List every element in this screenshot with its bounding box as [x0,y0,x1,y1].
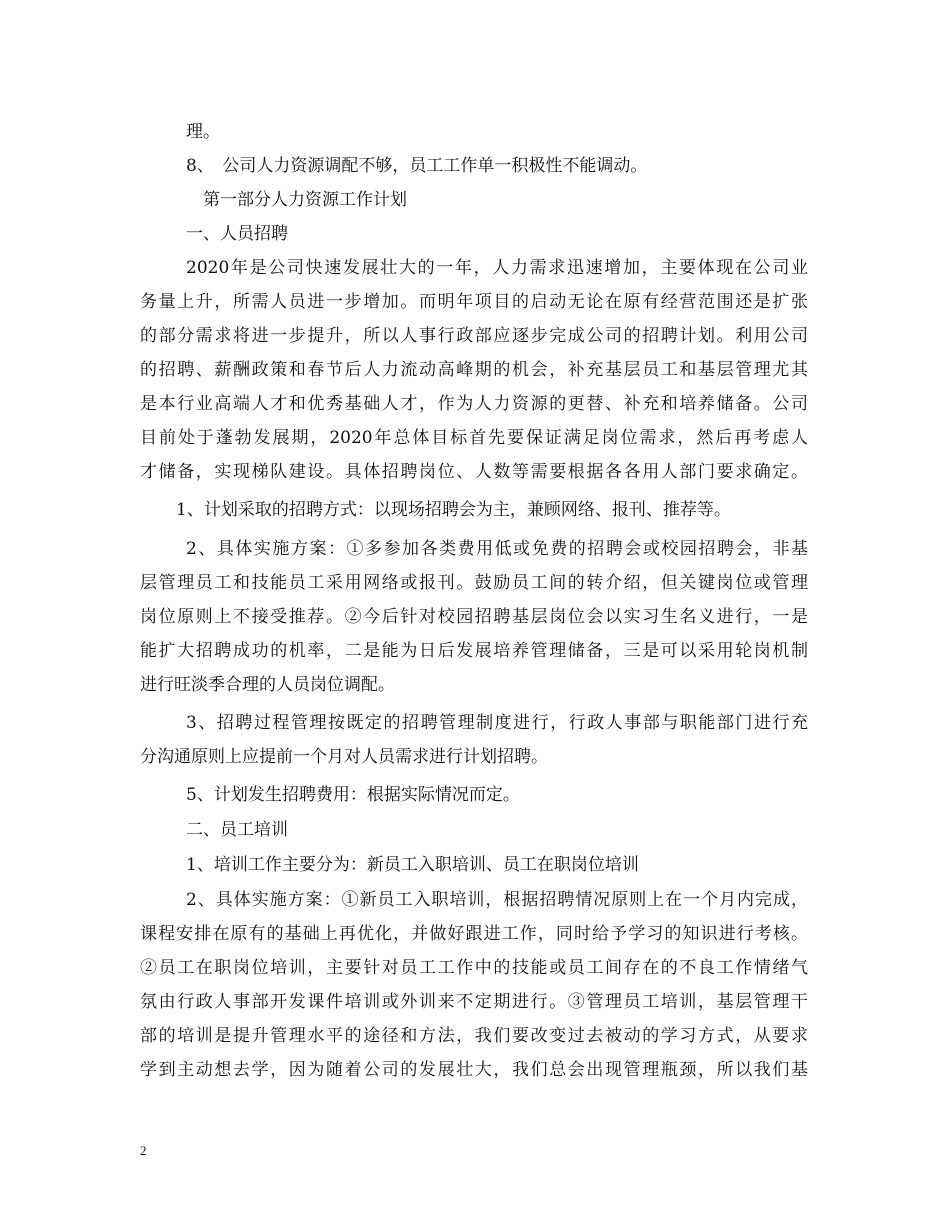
text-line: 一、人员招聘 [186,224,288,244]
text-line: 1、计划采取的招聘方式：以现场招聘会为主，兼顾网络、报刊、推荐等。 [176,500,731,520]
text-line: 5、计划发生招聘费用：根据实际情况而定。 [186,785,520,805]
page-number: 2 [140,1143,147,1158]
text-line: 2020年是公司快速发展壮大的一年，人力需求迅速增加，主要体现在公司业 [186,258,808,278]
text-line: 1、培训工作主要分为：新员工入职培训、员工在职岗位培训 [186,855,639,875]
text-line: 理。 [186,122,220,142]
text-line: 氛由行政人事部开发课件培训或外训来不定期进行。③管理员工培训，基层管理干 [140,992,808,1012]
text-line: 学到主动想去学，因为随着公司的发展壮大，我们总会出现管理瓶颈，所以我们基 [140,1060,808,1080]
text-line: 的招聘、薪酬政策和春节后人力流动高峰期的机会，补充基层员工和基层管理尤其 [140,360,808,380]
text-line: 课程安排在原有的基础上再优化，并做好跟进工作，同时给予学习的知识进行考核。 [140,924,808,944]
text-line: 第一部分人力资源工作计划 [186,190,407,210]
text-line: 能扩大招聘成功的机率，二是能为日后发展培养管理储备，三是可以采用轮岗机制 [140,641,808,661]
text-line: 进行旺淡季合理的人员岗位调配。 [140,675,395,695]
text-line: 的部分需求将进一步提升，所以人事行政部应逐步完成公司的招聘计划。利用公司 [140,326,808,346]
text-line: ②员工在职岗位培训，主要针对员工工作中的技能或员工间存在的不良工作情绪气 [140,958,808,978]
text-line: 层管理员工和技能员工采用网络或报刊。鼓励员工间的转介绍，但关键岗位或管理 [140,573,808,593]
text-line: 分沟通原则上应提前一个月对人员需求进行计划招聘。 [140,747,548,767]
text-line: 2、具体实施方案：①新员工入职培训，根据招聘情况原则上在一个月内完成， [186,890,808,910]
text-line: 目前处于蓬勃发展期，2020年总体目标首先要保证满足岗位需求，然后再考虑人 [140,428,808,448]
text-line: 是本行业高端人才和优秀基础人才，作为人力资源的更替、补充和培养储备。公司 [140,394,808,414]
text-line: 部的培训是提升管理水平的途径和方法，我们要改变过去被动的学习方式，从要求 [140,1026,808,1046]
text-line: 2、具体实施方案：①多参加各类费用低或免费的招聘会或校园招聘会，非基 [186,539,808,559]
text-line: 二、员工培训 [186,820,288,840]
text-line: 3、招聘过程管理按既定的招聘管理制度进行，行政人事部与职能部门进行充 [186,713,808,733]
text-line: 才储备，实现梯队建设。具体招聘岗位、人数等需要根据各各用人部门要求确定。 [140,462,808,482]
text-line: 岗位原则上不接受推荐。②今后针对校园招聘基层岗位会以实习生名义进行，一是 [140,607,808,627]
text-line: 8、 公司人力资源调配不够，员工工作单一积极性不能调动。 [186,156,648,176]
text-line: 务量上升，所需人员进一步增加。而明年项目的启动无论在原有经营范围还是扩张 [140,292,808,312]
